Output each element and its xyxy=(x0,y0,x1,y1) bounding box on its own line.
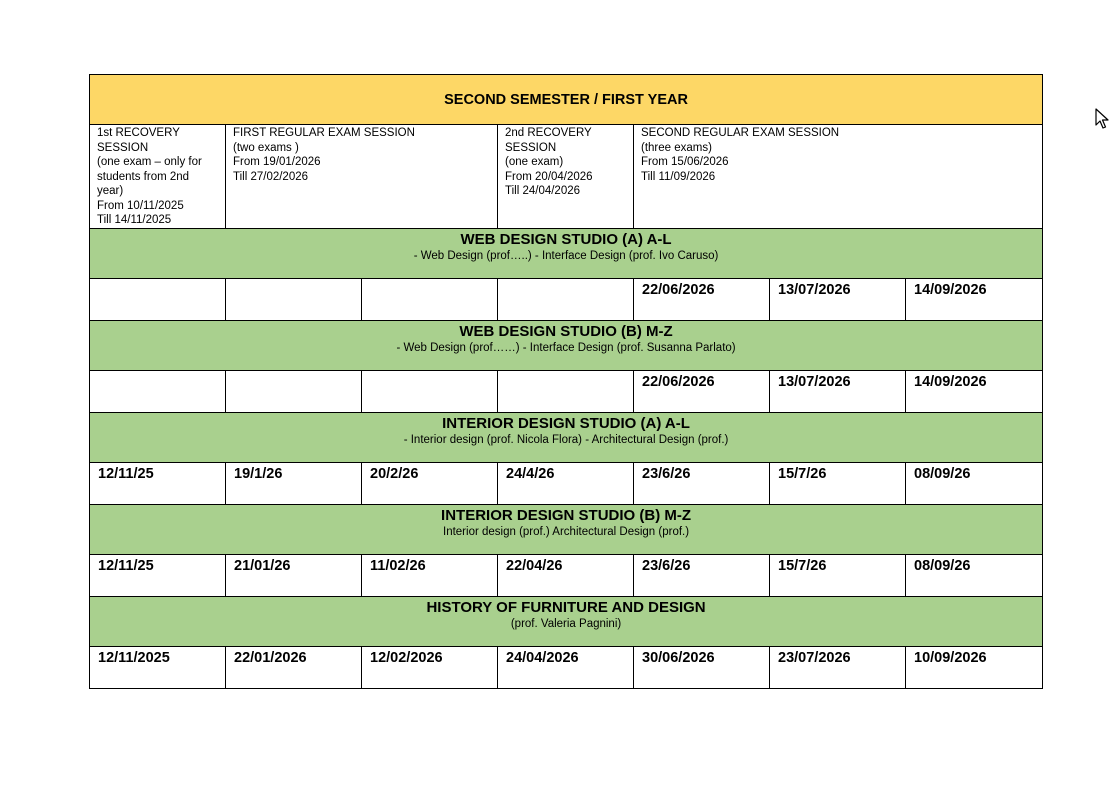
exam-date-cell: 14/09/2026 xyxy=(906,370,1043,412)
exam-date-cell xyxy=(362,370,498,412)
exam-date-cell: 11/02/26 xyxy=(362,554,498,596)
exam-date-cell: 22/04/26 xyxy=(498,554,634,596)
course-header xyxy=(90,320,1043,370)
mouse-pointer-icon xyxy=(1095,108,1111,130)
session-text: FIRST REGULAR EXAM SESSION (two exams ) From 19/01/2026 Till 27/02/2026 xyxy=(233,127,415,183)
exam-date-cell: 23/6/26 xyxy=(634,554,770,596)
exam-dates-row xyxy=(90,462,1043,504)
course-teachers: - Web Design (prof……) - Interface Design (prof. Susanna Parlato) xyxy=(396,341,736,354)
course-teachers: Interior design (prof.) Architectural Design (prof.) xyxy=(443,525,690,538)
exam-date-cell: 20/2/26 xyxy=(362,462,498,504)
exam-date-cell: 30/06/2026 xyxy=(634,646,770,688)
course-header xyxy=(90,504,1043,554)
exam-date-cell: 22/06/2026 xyxy=(634,278,770,320)
course-header xyxy=(90,228,1043,278)
exam-date-cell xyxy=(90,370,226,412)
course-header-row xyxy=(90,412,1043,462)
exam-date-cell: 14/09/2026 xyxy=(906,278,1043,320)
exam-date-cell xyxy=(90,278,226,320)
course-teachers: - Web Design (prof…..) - Interface Design (prof. Ivo Caruso) xyxy=(413,249,719,262)
exam-date-cell xyxy=(498,370,634,412)
session-cell-2nd-recovery xyxy=(498,125,634,229)
exam-dates-row xyxy=(90,278,1043,320)
session-text: 2nd RECOVERY SESSION (one exam) From 20/04/2026 Till 24/04/2026 xyxy=(505,127,593,197)
course-name: WEB DESIGN STUDIO (A) A-L xyxy=(460,230,672,248)
exam-date-cell xyxy=(498,278,634,320)
exam-date-cell: 22/01/2026 xyxy=(226,646,362,688)
course-header-row xyxy=(90,320,1043,370)
session-cell-1st-recovery xyxy=(90,125,226,229)
course-name: HISTORY OF FURNITURE AND DESIGN xyxy=(426,598,706,616)
exam-dates-row xyxy=(90,554,1043,596)
exam-date-cell xyxy=(362,278,498,320)
exam-date-cell: 21/01/26 xyxy=(226,554,362,596)
exam-date-cell xyxy=(226,278,362,320)
exam-date-cell: 12/11/2025 xyxy=(90,646,226,688)
exam-date-cell: 08/09/26 xyxy=(906,462,1043,504)
session-text: 1st RECOVERY SESSION (one exam – only for students from 2nd year) From 10/11/2025 Till 14/11/2025 xyxy=(97,127,202,226)
exam-date-cell: 22/06/2026 xyxy=(634,370,770,412)
session-text: SECOND REGULAR EXAM SESSION (three exams) From 15/06/2026 Till 11/09/2026 xyxy=(641,127,840,183)
exam-date-cell: 15/7/26 xyxy=(770,462,906,504)
exam-date-cell xyxy=(226,370,362,412)
session-cell-second-regular xyxy=(634,125,1043,229)
course-header-row xyxy=(90,504,1043,554)
course-header-row xyxy=(90,228,1043,278)
exam-date-cell: 12/11/25 xyxy=(90,462,226,504)
exam-date-cell: 08/09/26 xyxy=(906,554,1043,596)
exam-date-cell: 13/07/2026 xyxy=(770,370,906,412)
course-name: INTERIOR DESIGN STUDIO (A) A-L xyxy=(442,414,690,432)
exam-date-cell: 24/4/26 xyxy=(498,462,634,504)
exam-dates-row xyxy=(90,370,1043,412)
exam-date-cell: 23/07/2026 xyxy=(770,646,906,688)
exam-date-cell: 12/11/25 xyxy=(90,554,226,596)
sessions-row xyxy=(90,125,1043,229)
exam-date-cell: 13/07/2026 xyxy=(770,278,906,320)
exam-date-cell: 23/6/26 xyxy=(634,462,770,504)
course-header xyxy=(90,412,1043,462)
exam-dates-row xyxy=(90,646,1043,688)
course-name: INTERIOR DESIGN STUDIO (B) M-Z xyxy=(441,506,692,524)
exam-date-cell: 12/02/2026 xyxy=(362,646,498,688)
session-cell-first-regular xyxy=(226,125,498,229)
exam-schedule-table xyxy=(89,74,1043,689)
exam-date-cell: 19/1/26 xyxy=(226,462,362,504)
exam-date-cell: 15/7/26 xyxy=(770,554,906,596)
semester-title: SECOND SEMESTER / FIRST YEAR xyxy=(90,75,1043,125)
course-teachers: - Interior design (prof. Nicola Flora) - Architectural Design (prof.) xyxy=(403,433,729,446)
exam-date-cell: 24/04/2026 xyxy=(498,646,634,688)
title-row xyxy=(90,75,1043,125)
course-header-row xyxy=(90,596,1043,646)
course-name: WEB DESIGN STUDIO (B) M-Z xyxy=(459,322,673,340)
course-header xyxy=(90,596,1043,646)
exam-date-cell: 10/09/2026 xyxy=(906,646,1043,688)
course-teachers: (prof. Valeria Pagnini) xyxy=(510,617,622,630)
